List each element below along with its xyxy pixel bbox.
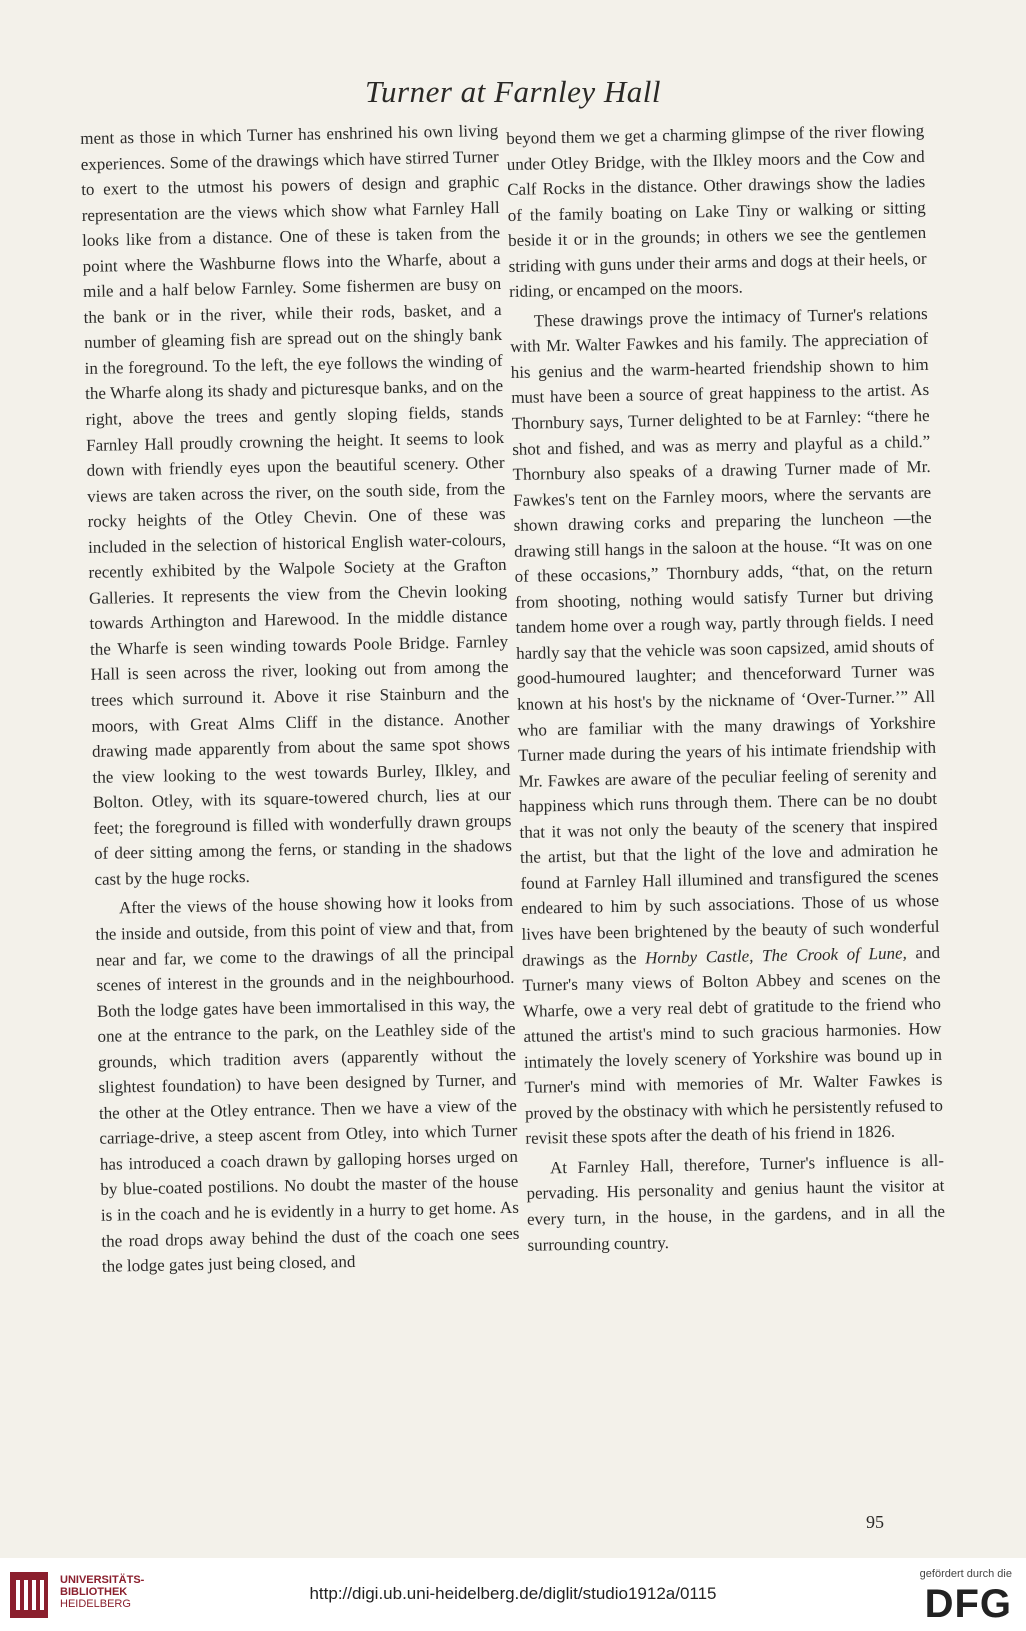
paragraph-text: These drawings prove the intimacy of Turner's relations with Mr. Walter Fawkes and his family. The appreciation of his genius and the warm-hearted friendship shown to him must have been a source of great happiness to the artist. As Thornbury says, Turner delighted to be at Farnley: “there he shot and fished, and was as merry and playful as a child.” Thornbury also speaks of a drawing Turner made of Mr. Fawkes's tent on the Farnley moors, where the servants are shown drawing corks and preparing the luncheon —the drawing still hangs in the saloon at the house. “It was on one of these occasions,” Thornbury adds, “that, on the return from shooting, nothing would satisfy Turner but driving tandem home over a rough way, partly through fields. I need hardly say that the vehicle was soon capsized, amid shouts of good-humoured laughter; and thenceforward Turner was known at his host's by the nickname of ‘Over-Turner.’” All who are familiar with the many drawings of Yorkshire Turner made during the years of his intimate friendship with Mr. Fawkes are aware of the peculiar feeling of serenity and happiness which runs through them. There can be no doubt that it was not only the beauty of the scenery that inspired the artist, but that the light of the love and admiration he found at Farnley Hall illumined and transfigured the scenes endeared to him by such associations. Those of us whose lives have been brightened by the beauty of such wonderful drawings as the <box>510 303 940 970</box>
paragraph: At Farnley Hall, therefore, Turner's influence is all-pervading. His personality and genius haunt the visitor at every turn, in the house, in the gardens, and in all the surrounding country. <box>526 1150 946 1255</box>
dfg-logo: DFG <box>924 1582 1012 1626</box>
right-column <box>506 118 946 1258</box>
library-line: HEIDELBERG <box>60 1598 131 1610</box>
paragraph: ment as those in which Turner has enshrined his own living experiences. Some of the drawings which have stirred Turner to exert to the utmost his powers of design and graphic representation are the views which show what Farnley Hall looks like from a distance. One of these is taken from the point where the Washburne flows into the Wharfe, about a mile and a half below Farnley. Some fishermen are busy on the bank or in the river, while their rods, basket, and a number of gleaming fish are spread out on the shingly bank in the foreground. To the left, the eye follows the winding of the Wharfe along its shady and picturesque banks, and on the right, above the trees and gently sloping fields, stands Farnley Hall proudly crowning the height. It seems to look down with friendly eyes upon the beautiful scenery. Other views are taken across the river, on the south side, from the rocky heights of the Otley Chevin. One of these was included in the selection of historical English water-colours, recently exhibited by the Walpole Society at the Grafton Galleries. It represents the view from the Chevin looking towards Arthington and Harewood. In the middle distance the Wharfe is seen winding towards Poole Bridge. Farnley Hall is seen across the river, looking out from among the trees which surround it. Above it rise Stainburn and the moors, with Great Alms Cliff in the distance. Another drawing made apparently from about the same spot shows the view looking to the west towards Burley, Ilkley, and Bolton. Otley, with its square-towered church, lies at our feet; the foreground is filled with wonderfully drawn groups of deer sitting among the ferns, or standing in the shadows cast by the huge rocks. <box>80 120 513 889</box>
left-column <box>80 118 520 1279</box>
italic-titles: Hornby Castle, The Crook of Lune, <box>644 942 907 967</box>
paragraph-text: and Turner's many views of Bolton Abbey and scenes on the Wharfe, owe a very real debt of gratitude to the friend who attuned the artist's mind to such gracious harmonies. How intimately the lovely scenery of Yorkshire was bound up in Turner's mind with memories of Mr. Walter Fawkes is proved by the obstinacy with which he persistently refused to revisit these spots after the death of his friend in 1826. <box>522 942 944 1149</box>
page-number: 95 <box>866 1512 884 1532</box>
paragraph: beyond them we get a charming glimpse of the river flowing under Otley Bridge, with the Ilkley moors and the Cow and Calf Rocks in the distance. Other drawings show the ladies of the family boating on Lake Tiny or walking or sitting beside it or in the grounds; in others we see the gentlemen striding with guns under their arms and dogs at their heels, or riding, or encamped on the moors. <box>506 120 927 302</box>
running-title: Turner at Farnley Hall <box>364 74 662 109</box>
permalink[interactable]: http://digi.ub.uni-heidelberg.de/diglit/studio1912a/0115 <box>309 1584 717 1603</box>
library-line: UNIVERSITÄTS- <box>60 1574 145 1586</box>
library-line: BIBLIOTHEK <box>60 1586 128 1598</box>
funding-text: gefördert durch die <box>919 1568 1012 1580</box>
paragraph <box>510 301 944 1152</box>
paragraph: After the views of the house showing how it looks from the inside and outside, from this point of view and that, from near and far, we come to the drawings of all the principal scenes of interest in the grounds and in the neighbourhood. Both the lodge gates have been immortalised in this way, the one at the entrance to the park, on the Leathley side of the grounds, which tradition avers (apparently without the slightest foundation) to have been designed by Turner, and the other at the Otley entrance. Then we have a view of the carriage-drive, a steep ascent from Otley, into which Turner has introduced a coach drawn by galloping horses urged on by blue-coated postilions. No doubt the master of the house is in the coach and he is evidently in a hurry to get home. As the road drops away behind the dust of the coach one sees the lodge gates just being closed, and <box>95 891 520 1276</box>
